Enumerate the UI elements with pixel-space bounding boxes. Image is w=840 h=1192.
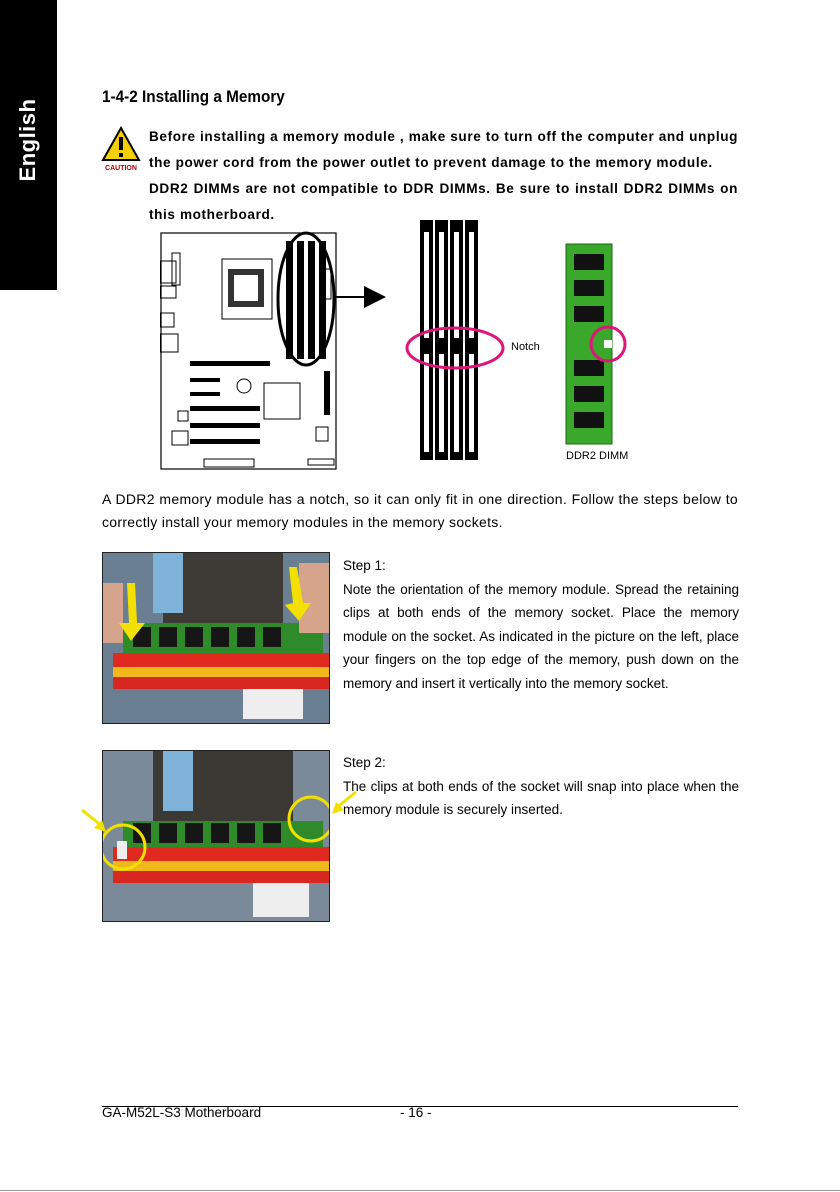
caution-line-2: DDR2 DIMMs are not compatible to DDR DIMMs. Be sure to install DDR2 DIMMs on this motherboard. <box>149 181 738 222</box>
ddr2-dimm-image <box>560 240 630 448</box>
step1-photo <box>102 552 330 724</box>
notch-label: Notch <box>511 341 540 353</box>
page-number: - 16 - <box>400 1105 432 1120</box>
step-1-text: Note the orientation of the memory module. Spread the retaining clips at both ends of the memory socket. Place the memory module on the socket. As indicated in the picture on the left, place your fingers on the top edge of the memory, push down on the memory and insert it vertically into the memory socket. <box>343 581 739 691</box>
motherboard-diagram <box>160 231 338 471</box>
step-1 <box>343 554 739 695</box>
step-2-text: The clips at both ends of the socket will snap into place when the memory module is securely inserted. <box>343 778 739 817</box>
ddr2-dimm-label: DDR2 DIMM <box>566 450 629 462</box>
step-2 <box>343 751 739 822</box>
bottom-rule <box>0 1190 840 1191</box>
step2-left-arrow-icon <box>80 806 110 836</box>
caution-icon <box>100 126 142 172</box>
caution-line-1: Before installing a memory module , make sure to turn off the computer and unplug the power cord from the power outlet to prevent damage to the memory module. <box>149 129 738 170</box>
step-1-title: Step 1: <box>343 558 386 573</box>
language-tab <box>0 0 57 290</box>
caution-icon-label: CAUTION <box>105 165 137 172</box>
caution-text <box>149 124 738 228</box>
intro-paragraph: A DDR2 memory module has a notch, so it can only fit in one direction. Follow the steps below to correctly install your memory modules in the memory sockets. <box>102 491 738 530</box>
pointer-arrow-icon <box>334 284 386 310</box>
step-2-title: Step 2: <box>343 755 386 770</box>
memory-sockets-diagram <box>400 216 510 468</box>
section-title: 1-4-2 Installing a Memory <box>102 87 285 106</box>
step2-photo <box>102 750 330 922</box>
language-tab-label: English <box>15 98 40 182</box>
footer-product: GA-M52L-S3 Motherboard <box>102 1105 262 1120</box>
